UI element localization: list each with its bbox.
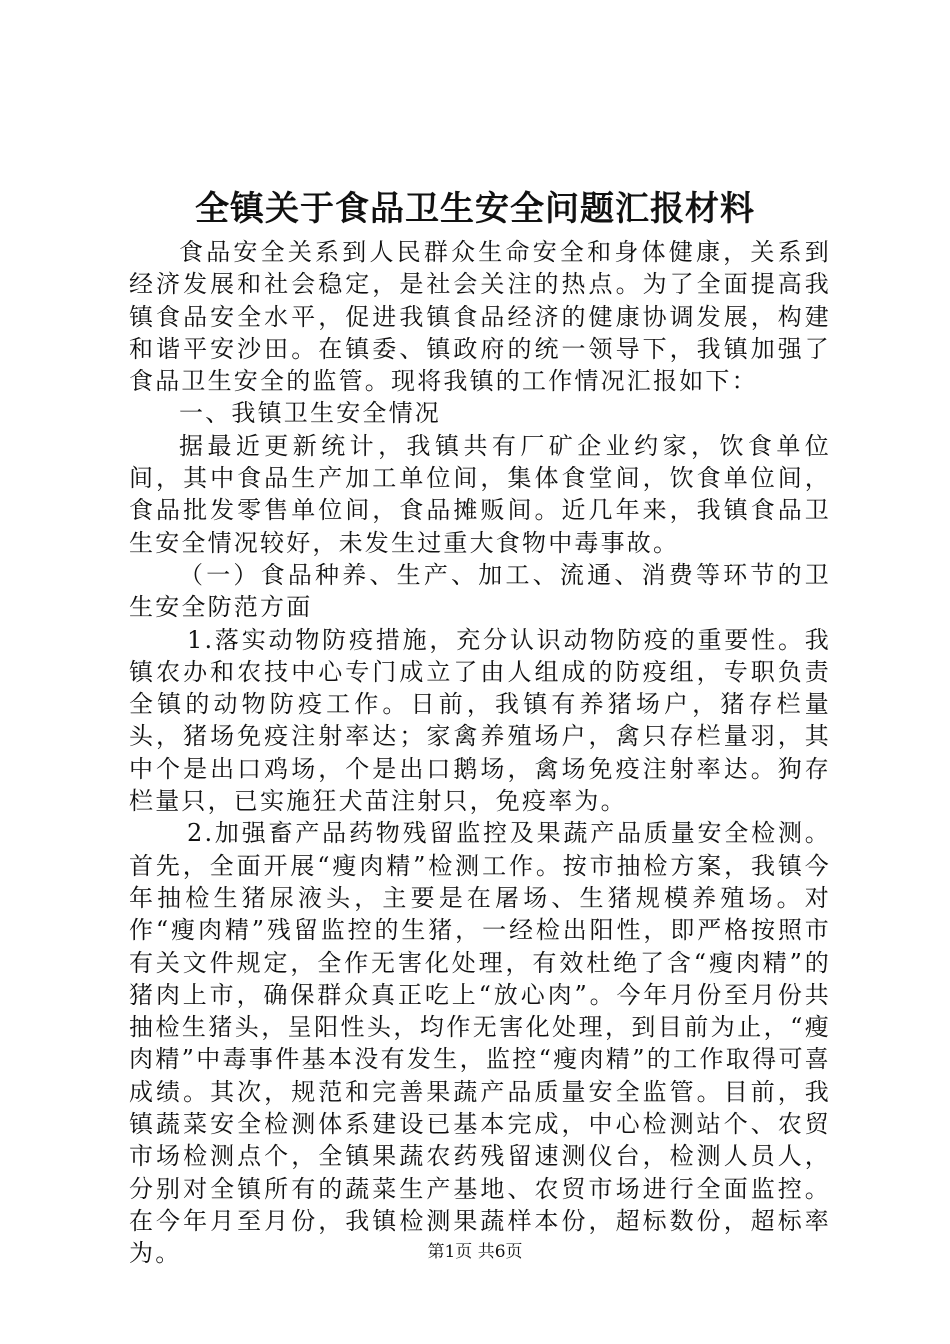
section-heading-1: 一、我镇卫生安全情况 (179, 399, 441, 428)
document-body (129, 236, 831, 1270)
page-number-footer: 第1页 共6页 (427, 1242, 523, 1262)
paragraph-item-2: 2.加强畜产品药物残留监控及果蔬产品质量安全检测。首先，全面开展“瘦肉精”检测工作。按市抽检方案，我镇今年抽检生猪尿液头，主要是在屠场、生猪规模养殖场。对作“瘦肉精”残留监控的生猪，一经检出阳性，即严格按照市有关文件规定，全作无害化处理，有效杜绝了含“瘦肉精”的猪肉上市，确保群众真正吃上“放心肉”。今年月份至月份共抽检生猪头，呈阳性头，均作无害化处理，到目前为止，“瘦肉精”中毒事件基本没有发生，监控“瘦肉精”的工作取得可喜成绩。其次，规范和完善果蔬产品质量安全监管。目前，我镇蔬菜安全检测体系建设已基本完成，中心检测站个、农贸市场检测点个，全镇果蔬农药残留速测仪台，检测人员人，分别对全镇所有的蔬菜生产基地、农贸市场进行全面监控。在今年月至月份，我镇检测果蔬样本份，超标数份，超标率为。 (129, 819, 831, 1268)
paragraph-intro: 食品安全关系到人民群众生命安全和身体健康，关系到经济发展和社会稳定，是社会关注的热点。为了全面提高我镇食品安全水平，促进我镇食品经济的健康协调发展，构建和谐平安沙田。在镇委、镇政府的统一领导下，我镇加强了食品卫生安全的监管。现将我镇的工作情况汇报如下： (129, 238, 831, 396)
document-title: 全镇关于食品卫生安全问题汇报材料 (195, 189, 755, 229)
paragraph-statistics: 据最近更新统计，我镇共有厂矿企业约家，饮食单位间，其中食品生产加工单位间，集体食堂间，饮食单位间，食品批发零售单位间，食品摊贩间。近几年来，我镇食品卫生安全情况较好，未发生过重大食物中毒事故。 (129, 431, 831, 557)
paragraph-item-1: 1.落实动物防疫措施，充分认识动物防疫的重要性。我镇农办和农技中心专门成立了由人组成的防疫组，专职负责全镇的动物防疫工作。日前，我镇有养猪场户，猪存栏量头，猪场免疫注射率达；家禽养殖场户，禽只存栏量羽，其中个是出口鸡场，个是出口鹅场，禽场免疫注射率达。狗存栏量只，已实施狂犬苗注射只，免疫率为。 (129, 625, 831, 816)
subsection-heading-1: （一）食品种养、生产、加工、流通、消费等环节的卫生安全防范方面 (129, 560, 831, 622)
